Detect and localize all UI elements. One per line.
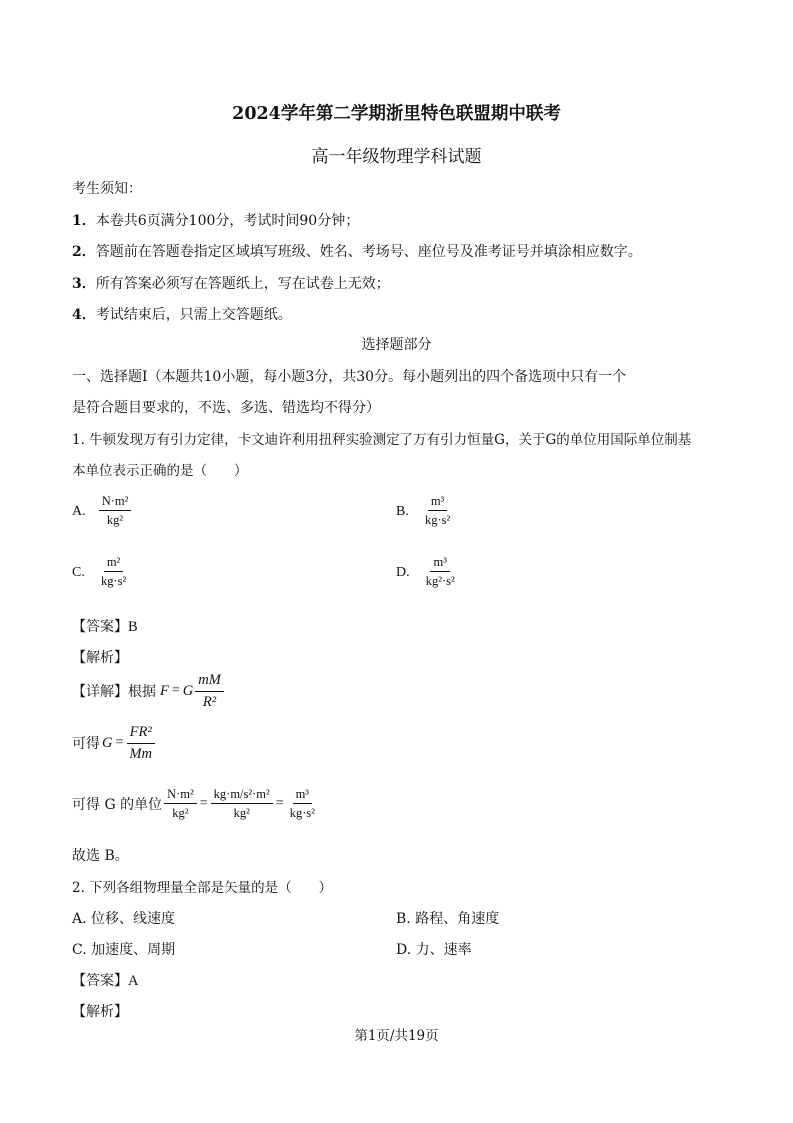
formula-lhs: F — [160, 682, 169, 699]
q2-analysis-tag: 【解析】 — [72, 1004, 128, 1020]
option-label: A. — [72, 504, 86, 520]
detail-text: 根据 — [128, 684, 156, 701]
notice-item-2 — [72, 241, 642, 261]
notice-item-number: 3． — [72, 276, 96, 292]
formula-equals: = — [275, 795, 284, 811]
formula-lhs: G — [102, 734, 113, 751]
fraction-denominator: kg·s² — [424, 513, 451, 528]
notice-item-number: 1． — [72, 213, 96, 229]
q1-analysis-tag: 【解析】 — [72, 650, 128, 666]
section-heading: 选择题部分 — [361, 337, 432, 353]
q2-stem: 2. 下列各组物理量全部是矢量的是（ ） — [72, 880, 333, 896]
fraction-denominator: R² — [202, 693, 217, 710]
q1-option-b — [396, 494, 453, 528]
formula-equals: = — [115, 735, 124, 751]
fraction-denominator: kg² — [106, 513, 124, 528]
exam-title: 2024学年第二学期浙里特色联盟期中联考 — [232, 104, 561, 124]
fraction-numerator: m² — [104, 555, 123, 572]
fraction-denominator: kg² — [233, 806, 250, 821]
option-label: B. — [396, 504, 409, 520]
q1-option-d — [396, 555, 458, 589]
unit-fraction-3 — [287, 787, 318, 821]
answer-tag: 【答案】 — [72, 973, 128, 989]
answer-value: B — [128, 619, 138, 635]
section-instruction-1: 一、选择题Ⅰ（本题共10小题，每小题3分，共30分。每小题列出的四个备选项中只有一个 — [72, 369, 627, 385]
notice-item-1 — [72, 210, 359, 230]
q1-derivation — [72, 724, 155, 762]
formula-coef: G — [182, 682, 194, 699]
q1-conclusion: 故选 B。 — [72, 848, 129, 864]
answer-value: A — [128, 973, 139, 989]
notice-item-text: 答题前在答题卷指定区域填写班级、姓名、考场号、座位号及准考证号并填涂相应数字。 — [95, 244, 642, 260]
fraction-numerator: m³ — [430, 555, 449, 572]
unit-prefix: 可得 G 的单位 — [72, 796, 163, 813]
fraction-numerator: N·m² — [164, 787, 197, 804]
fraction-denominator: Mm — [129, 745, 152, 762]
answer-tag: 【答案】 — [72, 619, 128, 635]
fraction-denominator: kg·s² — [100, 574, 127, 589]
formula-fraction — [126, 724, 155, 762]
detail-tag: 【详解】 — [72, 684, 128, 701]
notice-item-4 — [72, 304, 292, 324]
q2-option-b: B. 路程、角速度 — [396, 911, 500, 927]
fraction-numerator: mM — [195, 672, 224, 692]
fraction-denominator: kg² — [172, 806, 189, 821]
q2-option-c: C. 加速度、周期 — [72, 942, 176, 958]
q1-detail — [72, 672, 224, 710]
page-number: 第1页/共19页 — [354, 1028, 439, 1044]
fraction-numerator: m³ — [293, 787, 312, 804]
unit-fraction-1 — [164, 787, 197, 821]
fraction-denominator: kg²·s² — [425, 574, 455, 589]
q2-option-d: D. 力、速率 — [396, 942, 472, 958]
notice-item-text: 本卷共6页满分100分，考试时间90分钟； — [95, 213, 360, 229]
notice-item-text: 所有答案必须写在答题纸上，写在试卷上无效； — [95, 276, 390, 292]
option-fraction — [423, 555, 458, 589]
option-label: D. — [396, 565, 410, 581]
option-fraction — [422, 494, 453, 528]
q1-unit-derivation — [72, 787, 318, 821]
fraction-numerator: kg·m/s²·m² — [211, 787, 273, 804]
fraction-numerator: N·m² — [99, 494, 132, 511]
notice-item-3 — [72, 273, 390, 293]
q1-answer — [72, 616, 138, 636]
q1-option-c — [72, 555, 129, 589]
q1-option-a — [72, 494, 131, 528]
option-label: C. — [72, 565, 85, 581]
exam-subtitle: 高一年级物理学科试题 — [311, 147, 482, 167]
fraction-denominator: kg·s² — [289, 806, 315, 821]
option-fraction — [99, 494, 132, 528]
derive-prefix: 可得 — [72, 736, 100, 753]
unit-fraction-2 — [211, 787, 273, 821]
q1-stem-line-2: 本单位表示正确的是（ ） — [72, 463, 248, 479]
formula-fraction — [195, 672, 224, 710]
notice-item-text: 考试结束后，只需上交答题纸。 — [95, 307, 292, 323]
q2-option-a: A. 位移、线速度 — [72, 911, 176, 927]
option-fraction — [98, 555, 129, 589]
q2-answer — [72, 970, 138, 990]
formula-equals: = — [171, 683, 180, 699]
notice-item-number: 4． — [72, 307, 96, 323]
section-instruction-2: 是符合题目要求的，不选、多选、错选均不得分） — [72, 400, 380, 416]
fraction-numerator: m³ — [428, 494, 447, 511]
formula-equals: = — [199, 795, 208, 811]
fraction-numerator: FR² — [127, 724, 155, 744]
notice-heading: 考生须知： — [72, 181, 142, 197]
q1-stem-line-1: 1. 牛顿发现万有引力定律，卡文迪许利用扭秤实验测定了万有引力恒量G，关于G的单位用国际单位制基 — [72, 432, 692, 448]
notice-item-number: 2． — [72, 244, 96, 260]
